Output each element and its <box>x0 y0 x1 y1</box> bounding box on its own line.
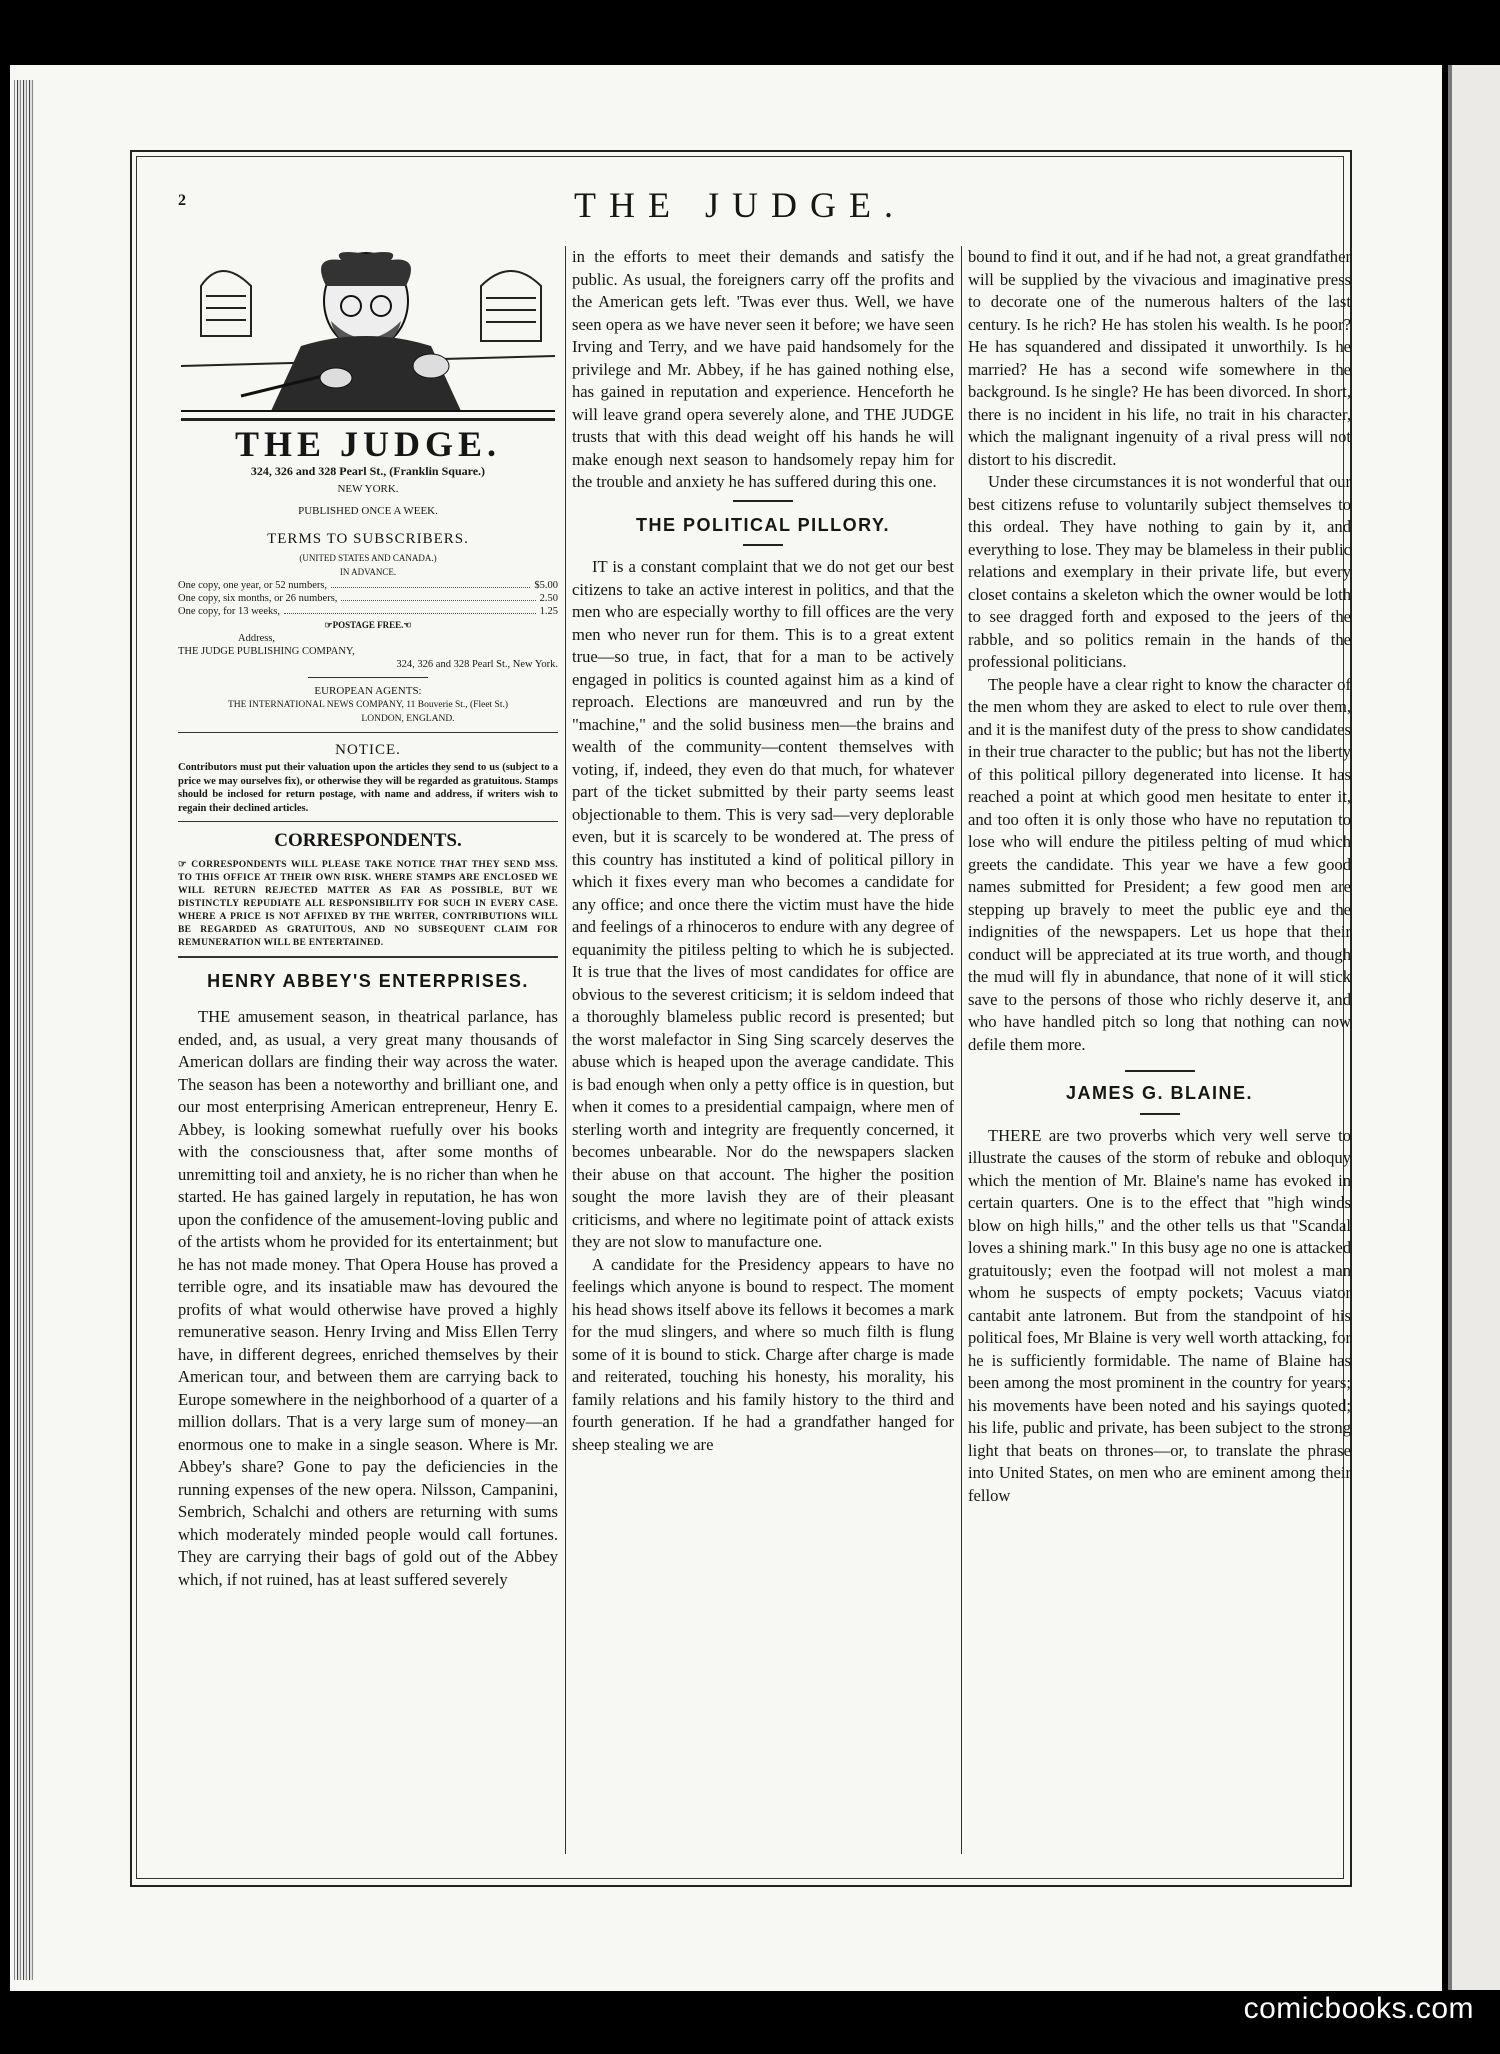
article-paragraph: THERE are two proverbs which very well serve to illustrate the causes of the storm of rebuke and obloquy which the mention of Mr. Blaine's name has evoked in certain quarters. One is to the effect that "high winds blow on high hills," and the other tells us that "Scandal loves a shining mark." In this busy age no one is attacked gratuitously; even the footpad will not molest a man whom he suspects of empty pockets; Vacuus viator cantabit ante latronem. But from the standpoint of his political foes, Mr Blaine is very well worth attacking, for he is sufficiently formidable. The name of Blaine has been among the most prominent in the country for years; his movements have been noted and his sayings quoted; his life, public and private, has been subject to the strong light that beats on thrones—or, to translate the phrase into United States, on men who are eminent among their fellow <box>968 1125 1351 1505</box>
article-paragraph: A candidate for the Presidency appears to have no feelings which anyone is bound to respect. The moment his head shows itself above its fellows it becomes a mark for the mud slingers, and where so much filth is flung some of it is bound to stick. Charge after charge is made and reiterated, touching his honesty, his morality, his family relations and his family history to the third and fourth generation. If he had a grandfather hanged for sheep stealing we are <box>572 1254 954 1454</box>
column-2 <box>572 246 954 1856</box>
page-number: 2 <box>178 192 186 209</box>
judge-cartoon-illustration <box>181 246 555 421</box>
article-heading-abbey: HENRY ABBEY'S ENTERPRISES. <box>207 970 529 991</box>
facing-page-edge <box>1448 65 1500 1990</box>
terms-region: (UNITED STATES AND CANADA.) <box>299 552 437 563</box>
correspondents-heading: CORRESPONDENTS. <box>274 830 462 851</box>
agents-heading: EUROPEAN AGENTS: <box>314 684 422 697</box>
column-rule <box>961 246 962 1854</box>
watermark: comicbooks.com <box>1243 1992 1474 2025</box>
address-label: Address, <box>238 632 276 644</box>
masthead: THE JUDGE. <box>574 185 906 225</box>
terms-advance: IN ADVANCE. <box>339 566 397 577</box>
article-heading-blaine: JAMES G. BLAINE. <box>1065 1083 1254 1103</box>
correspondents-text: ☞ CORRESPONDENTS WILL PLEASE TAKE NOTICE THAT THEY SEND MSS. TO THIS OFFICE AT THEIR OWN RISK. WHERE STAMPS ARE ENCLOSED WE WILL RETURN REJECTED MATTER AS FAR AS POSSIBLE, BUT WE DISTINCTLY REPUDIATE ALL RESPONSIBILITY FOR SUCH IN EVERY CASE. WHERE A PRICE IS NOT AFFIXED BY THE WRITER, CONTRIBUTIONS WILL BE REGARDED AS GRATUITOUS, AND NO SUBSEQUENT CLAIM FOR REMUNERATION WILL BE ENTERTAINED. <box>178 859 558 948</box>
article-paragraph: IT is a constant complaint that we do not get our best citizens to take an active interest in politics, and that the men who are especially worthy to fill offices are the very men who never run for them. This is to a great extent true—so true, in fact, that for a man to be actively engaged in politics is counted against him as a kind of reproach. Elections are manœuvred and run by the "machine," and the solid business men—the brains and wealth of the community—content themselves with voting, if, indeed, they even do that much, for whatever part of the ticket submitted by their party seems least objectionable to them. This is very sad—very deplorable even, but it is scarcely to be wondered at. The press of this country has instituted a kind of political pillory in which it fixes every man who becomes a candidate for any office; and once there the victim must have the hide and feelings of a rhinoceros to endure with any degree of equanimity the pitiless pelting to which he is subjected. It is true that the lives of most candidates for office are obvious to the severest criticism; it is seldom indeed that a thoroughly blameless public record is presented; but the worst malefactor in Sing Sing scarcely deserves the abuse which is heaped upon the average candidate. This is bad enough when only a petty office is in question, but when it comes to a presidential campaign, where men of sterling worth and integrity are frequently concerned, it becomes unbearable. Nor do the newspapers slacken their abuse on that account. The higher the position sought the more lavish they are of their pleasant criticisms, and where no legitimate point of attack exists they are not slow to manufacture one. <box>572 557 954 1251</box>
article-paragraph: in the efforts to meet their demands and satisfy the public. As usual, the foreigners carry off the profits and the American gets left. 'Twas ever thus. Well, we have seen opera as we have never seen it before; we have seen Irving and Terry, and we have paid handsomely for the privilege and Mr. Abbey, if he has gained nothing else, has gained in reputation and experience. Henceforth he will leave grand opera severely alone, and THE JUDGE trusts that with this dead weight off his hands he will make enough next season to handsomely repay him for the trouble and anxiety he has suffered during this one. <box>572 247 954 491</box>
publication-title: THE JUDGE. <box>234 424 502 464</box>
publisher-address: 324, 326 and 328 Pearl St., (Franklin Square.) <box>250 463 486 478</box>
agents-name: THE INTERNATIONAL NEWS COMPANY, 11 Bouverie St., (Fleet St.) <box>227 699 509 710</box>
binding-edge <box>14 80 34 1980</box>
article-paragraph: bound to find it out, and if he had not, a great grandfather will be supplied by the vivacious and imaginative press to decorate one of the numerous halters of the last century. Is he rich? He has stolen his wealth. Is he poor? He has squandered and dissipated it unworthily. Is he married? He has a second wife somewhere in the background. Is he single? He has been divorced. In short, there is no incident in his life, no trait in his character, which the malignant ingenuity of a rival press will not distort to his discredit. <box>968 247 1351 469</box>
column-3 <box>968 246 1351 1856</box>
column-rule <box>565 246 566 1854</box>
article-heading-pillory: THE POLITICAL PILLORY. <box>635 514 890 535</box>
publication-frequency: PUBLISHED ONCE A WEEK. <box>298 505 438 517</box>
company-address: 324, 326 and 328 Pearl St., New York. <box>396 658 558 670</box>
rate-row: One copy, one year, or 52 numbers, $5.00 <box>178 579 558 591</box>
rate-row: One copy, for 13 weeks, 1.25 <box>178 605 558 617</box>
rate-row: One copy, six months, or 26 numbers, 2.50 <box>178 592 558 604</box>
article-paragraph: The people have a clear right to know the character of the men whom they are asked to elect to rule over them, and it is the manifest duty of the press to show candidates in their true character to the public; but has not the liberty of this political pillory degenerated into license. It has reached a point at which good men hesitate to enter it, and too often it is only those who have no reputation to lose who will endure the pitiless pelting of mud which greets the candidate. This year we have a few good names submitted for President; a few good men are stepping up bravely to meet the public eye and the indignities of the newspapers. Let us hope that their conduct will be appreciated at its true worth, and though the mud will fly in abundance, that none of it will stick save to the persons of those who richly deserve it, and who have handled pitch so long that nothing can now defile them more. <box>968 674 1351 1054</box>
article-paragraph: Under these circumstances it is not wonderful that our best citizens refuse to voluntarily subject themselves to this ordeal. They have nothing to gain by it, and everything to lose. They may be blameless in their public relations and exemplary in their private life, but every closet contains a skeleton which the owner would be loth to see dragged forth and exposed to the jeers of the rabble, and so politics remain in the hands of the professional politicians. <box>968 472 1351 671</box>
postage-note: ☞POSTAGE FREE.☜ <box>324 619 412 630</box>
notice-heading: NOTICE. <box>335 741 401 758</box>
agents-city: LONDON, ENGLAND. <box>361 713 455 724</box>
notice-text: Contributors must put their valuation upon the articles they send to us (subject to a price we may ourselves fix), or otherwise they will be regarded as gratuitous. Stamps should be inclosed for return postage, with name and address, if writers wish to regain their declined articles. <box>178 762 558 814</box>
terms-heading: TERMS TO SUBSCRIBERS. <box>267 531 469 547</box>
column-1 <box>178 246 558 1856</box>
publisher-city: NEW YORK. <box>337 483 399 495</box>
company-name: THE JUDGE PUBLISHING COMPANY, <box>178 645 355 657</box>
article-paragraph: THE amusement season, in theatrical parlance, has ended, and, as usual, a very great many thousands of American dollars are finding their way across the water. The season has been a noteworthy and brilliant one, and our most enterprising American entrepreneur, Henry E. Abbey, is looking somewhat ruefully over his books with the consciousness that, after some months of unremitting toil and anxiety, he is no richer than when he started. He has gained largely in reputation, he has won upon the confidence of the amusement-loving public and of the artists whom he provided for its entertainment; but he has not made money. That Opera House has proved a terrible ogre, and its insatiable maw has devoured the profits of what would otherwise have proved a highly remunerative season. Henry Irving and Miss Ellen Terry have, in different degrees, enriched themselves by their American tour, and between them are carrying back to Europe somewhere in the neighborhood of a quarter of a million dollars. That is a very large sum of money—an enormous one to make in a single season. Where is Mr. Abbey's share? Gone to pay the deficiencies in the running expenses of the new opera. Nilsson, Campanini, Sembrich, Schalchi and others are returning with sums which moderately minded people would call fortunes. They are carrying their bags of gold out of the Abbey which, if not ruined, has at least suffered severely <box>178 1007 558 1589</box>
